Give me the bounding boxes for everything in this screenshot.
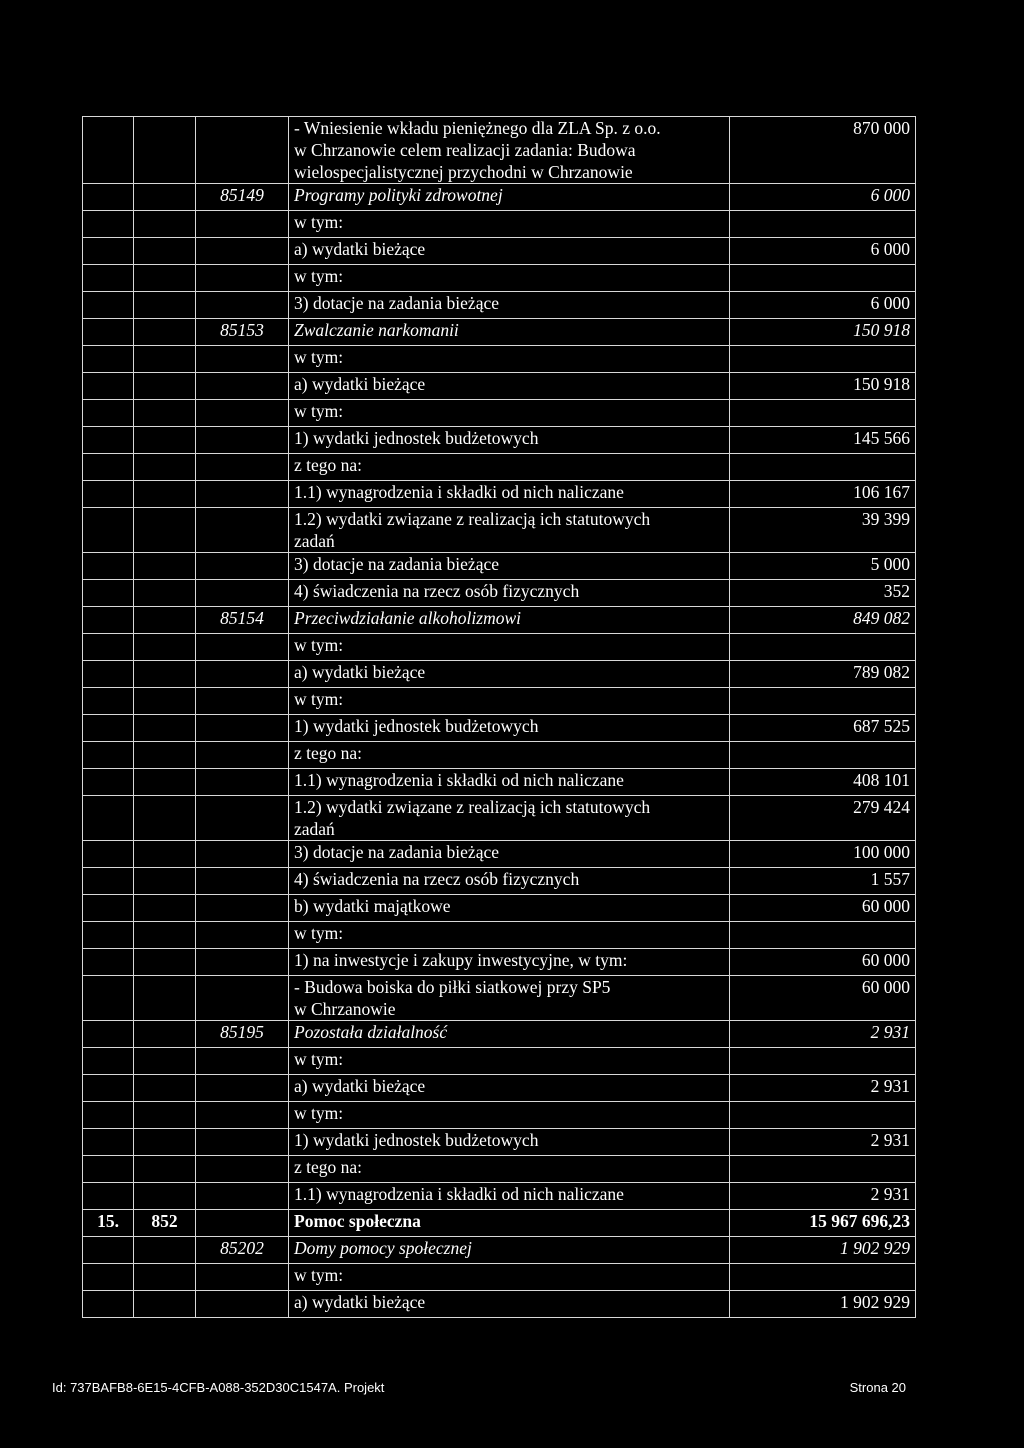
chapter-code-cell: 85202 [196,1237,289,1264]
chapter-code-cell [196,949,289,976]
table-row [83,607,916,634]
amount-cell [730,634,916,661]
table-row [83,895,916,922]
row-number-cell [83,1129,134,1156]
chapter-code-cell: 85154 [196,607,289,634]
row-number-cell [83,553,134,580]
description-cell: z tego na: [289,454,730,481]
chapter-code-cell [196,346,289,373]
description-cell: a) wydatki bieżące [289,238,730,265]
table-row [83,868,916,895]
description-cell: w tym: [289,400,730,427]
section-code-cell [134,976,196,1021]
chapter-code-cell [196,976,289,1021]
chapter-code-cell [196,841,289,868]
amount-cell: 145 566 [730,427,916,454]
description-cell: 4) świadczenia na rzecz osób fizycznych [289,868,730,895]
chapter-code-cell [196,454,289,481]
row-number-cell [83,184,134,211]
chapter-code-cell [196,1129,289,1156]
section-code-cell [134,400,196,427]
section-code-cell [134,319,196,346]
amount-cell: 6 000 [730,184,916,211]
table-row [83,292,916,319]
amount-cell [730,688,916,715]
description-cell: w tym: [289,1264,730,1291]
table-row [83,1048,916,1075]
table-row [83,427,916,454]
description-cell: a) wydatki bieżące [289,1075,730,1102]
chapter-code-cell [196,580,289,607]
chapter-code-cell [196,1075,289,1102]
amount-cell: 279 424 [730,796,916,841]
chapter-code-cell [196,1048,289,1075]
amount-cell: 150 918 [730,373,916,400]
amount-cell: 60 000 [730,949,916,976]
section-code-cell [134,796,196,841]
row-number-cell [83,346,134,373]
description-cell: Pomoc społeczna [289,1210,730,1237]
amount-cell: 60 000 [730,976,916,1021]
table-row [83,580,916,607]
table-row [83,346,916,373]
row-number-cell [83,661,134,688]
table-row [83,319,916,346]
description-cell: - Wniesienie wkładu pieniężnego dla ZLA Sp. z o.o. w Chrzanowie celem realizacji zadania: Budowa wielospecjalistycznej przychodni w Chrzanowie [289,117,730,184]
page-number: Strona 20 [849,1380,906,1395]
description-cell: 4) świadczenia na rzecz osób fizycznych [289,580,730,607]
chapter-code-cell [196,796,289,841]
description-cell: w tym: [289,634,730,661]
chapter-code-cell: 85149 [196,184,289,211]
row-number-cell [83,742,134,769]
row-number-cell [83,319,134,346]
table-row [83,1237,916,1264]
chapter-code-cell [196,715,289,742]
description-cell: 1) na inwestycje i zakupy inwestycyjne, w tym: [289,949,730,976]
amount-cell: 5 000 [730,553,916,580]
chapter-code-cell [196,508,289,553]
table-row [83,1129,916,1156]
section-code-cell [134,1183,196,1210]
amount-cell: 1 902 929 [730,1237,916,1264]
row-number-cell [83,796,134,841]
row-number-cell [83,117,134,184]
table-row [83,1075,916,1102]
amount-cell [730,346,916,373]
section-code-cell [134,508,196,553]
row-number-cell [83,1102,134,1129]
amount-cell: 6 000 [730,292,916,319]
row-number-cell [83,373,134,400]
row-number-cell [83,580,134,607]
chapter-code-cell: 85153 [196,319,289,346]
chapter-code-cell [196,238,289,265]
amount-cell [730,400,916,427]
amount-cell: 2 931 [730,1021,916,1048]
description-cell: b) wydatki majątkowe [289,895,730,922]
row-number-cell [83,1264,134,1291]
description-cell: 1) wydatki jednostek budżetowych [289,715,730,742]
description-cell: 1.1) wynagrodzenia i składki od nich naliczane [289,481,730,508]
budget-table [82,116,916,1318]
section-code-cell [134,922,196,949]
section-code-cell [134,769,196,796]
amount-cell [730,922,916,949]
amount-cell: 1 902 929 [730,1291,916,1318]
amount-cell [730,1048,916,1075]
section-code-cell [134,1264,196,1291]
row-number-cell [83,1156,134,1183]
amount-cell: 2 931 [730,1183,916,1210]
description-cell: 1) wydatki jednostek budżetowych [289,1129,730,1156]
row-number-cell [83,1183,134,1210]
row-number-cell [83,427,134,454]
section-code-cell [134,1291,196,1318]
section-code-cell [134,211,196,238]
chapter-code-cell [196,922,289,949]
table-row [83,688,916,715]
table-row [83,715,916,742]
section-code-cell [134,580,196,607]
amount-cell [730,265,916,292]
amount-cell: 15 967 696,23 [730,1210,916,1237]
row-number-cell [83,481,134,508]
description-cell: Pozostała działalność [289,1021,730,1048]
description-cell: 3) dotacje na zadania bieżące [289,553,730,580]
table-row [83,1156,916,1183]
amount-cell: 849 082 [730,607,916,634]
row-number-cell [83,895,134,922]
row-number-cell [83,265,134,292]
row-number-cell [83,607,134,634]
chapter-code-cell [196,769,289,796]
amount-cell: 789 082 [730,661,916,688]
table-row [83,1183,916,1210]
description-cell: a) wydatki bieżące [289,661,730,688]
row-number-cell [83,1075,134,1102]
description-cell: a) wydatki bieżące [289,1291,730,1318]
section-code-cell [134,1237,196,1264]
description-cell: w tym: [289,1102,730,1129]
section-code-cell: 852 [134,1210,196,1237]
amount-cell [730,1156,916,1183]
chapter-code-cell [196,373,289,400]
description-cell: w tym: [289,688,730,715]
description-cell: z tego na: [289,1156,730,1183]
amount-cell: 2 931 [730,1075,916,1102]
row-number-cell [83,976,134,1021]
section-code-cell [134,841,196,868]
amount-cell: 408 101 [730,769,916,796]
description-cell: w tym: [289,1048,730,1075]
description-cell: Przeciwdziałanie alkoholizmowi [289,607,730,634]
amount-cell: 100 000 [730,841,916,868]
row-number-cell [83,769,134,796]
description-cell: 1.2) wydatki związane z realizacją ich statutowych zadań [289,796,730,841]
row-number-cell [83,1048,134,1075]
section-code-cell [134,868,196,895]
chapter-code-cell [196,1291,289,1318]
section-code-cell [134,634,196,661]
description-cell: w tym: [289,922,730,949]
chapter-code-cell [196,292,289,319]
table-row [83,661,916,688]
row-number-cell [83,688,134,715]
section-code-cell [134,688,196,715]
chapter-code-cell [196,1156,289,1183]
section-code-cell [134,1102,196,1129]
description-cell: 1.1) wynagrodzenia i składki od nich naliczane [289,1183,730,1210]
amount-cell: 870 000 [730,117,916,184]
description-cell: a) wydatki bieżące [289,373,730,400]
section-code-cell [134,292,196,319]
amount-cell: 150 918 [730,319,916,346]
chapter-code-cell [196,481,289,508]
chapter-code-cell [196,211,289,238]
description-cell: Programy polityki zdrowotnej [289,184,730,211]
amount-cell: 1 557 [730,868,916,895]
description-cell: 3) dotacje na zadania bieżące [289,292,730,319]
description-cell: 1) wydatki jednostek budżetowych [289,427,730,454]
description-cell: z tego na: [289,742,730,769]
section-code-cell [134,346,196,373]
table-row [83,553,916,580]
table-row [83,742,916,769]
description-cell: Zwalczanie narkomanii [289,319,730,346]
chapter-code-cell [196,688,289,715]
amount-cell [730,1102,916,1129]
row-number-cell [83,841,134,868]
row-number-cell [83,949,134,976]
chapter-code-cell [196,1264,289,1291]
row-number-cell [83,211,134,238]
table-row [83,265,916,292]
table-row [83,949,916,976]
row-number-cell [83,922,134,949]
section-code-cell [134,1156,196,1183]
document-id: Id: 737BAFB8-6E15-4CFB-A088-352D30C1547A. Projekt [52,1380,385,1395]
table-row [83,769,916,796]
section-code-cell [134,607,196,634]
description-cell: 3) dotacje na zadania bieżące [289,841,730,868]
section-code-cell [134,742,196,769]
table-row [83,481,916,508]
chapter-code-cell [196,117,289,184]
table-row [83,1021,916,1048]
row-number-cell [83,1021,134,1048]
table-row [83,211,916,238]
section-code-cell [134,1021,196,1048]
amount-cell [730,454,916,481]
row-number-cell [83,715,134,742]
row-number-cell [83,508,134,553]
chapter-code-cell [196,427,289,454]
chapter-code-cell [196,1102,289,1129]
amount-cell: 60 000 [730,895,916,922]
chapter-code-cell [196,1210,289,1237]
section-code-cell [134,117,196,184]
section-code-cell [134,895,196,922]
row-number-cell [83,400,134,427]
table-row [83,238,916,265]
row-number-cell [83,454,134,481]
description-cell: w tym: [289,346,730,373]
section-code-cell [134,184,196,211]
section-code-cell [134,454,196,481]
section-code-cell [134,715,196,742]
budget-table-body [83,117,916,1318]
description-cell: 1.2) wydatki związane z realizacją ich statutowych zadań [289,508,730,553]
chapter-code-cell [196,553,289,580]
section-code-cell [134,1048,196,1075]
section-code-cell [134,481,196,508]
section-code-cell [134,238,196,265]
section-code-cell [134,373,196,400]
amount-cell: 6 000 [730,238,916,265]
description-cell: w tym: [289,211,730,238]
chapter-code-cell [196,634,289,661]
description-cell: w tym: [289,265,730,292]
chapter-code-cell [196,1183,289,1210]
section-code-cell [134,1075,196,1102]
row-number-cell [83,1291,134,1318]
table-row [83,373,916,400]
table-row [83,508,916,553]
section-code-cell [134,949,196,976]
table-row [83,184,916,211]
row-number-cell [83,238,134,265]
row-number-cell [83,1237,134,1264]
chapter-code-cell [196,265,289,292]
amount-cell: 352 [730,580,916,607]
amount-cell: 687 525 [730,715,916,742]
table-row [83,1264,916,1291]
table-row [83,1210,916,1237]
table-row [83,400,916,427]
amount-cell [730,742,916,769]
section-code-cell [134,553,196,580]
chapter-code-cell [196,661,289,688]
section-code-cell [134,427,196,454]
table-row [83,796,916,841]
row-number-cell [83,868,134,895]
table-row [83,1102,916,1129]
chapter-code-cell [196,742,289,769]
table-row [83,841,916,868]
table-row [83,454,916,481]
amount-cell: 106 167 [730,481,916,508]
chapter-code-cell [196,400,289,427]
table-row [83,1291,916,1318]
row-number-cell [83,292,134,319]
row-number-cell [83,634,134,661]
row-number-cell: 15. [83,1210,134,1237]
amount-cell: 39 399 [730,508,916,553]
description-cell: - Budowa boiska do piłki siatkowej przy SP5 w Chrzanowie [289,976,730,1021]
chapter-code-cell [196,868,289,895]
amount-cell [730,1264,916,1291]
table-row [83,634,916,661]
description-cell: Domy pomocy społecznej [289,1237,730,1264]
table-row [83,922,916,949]
description-cell: 1.1) wynagrodzenia i składki od nich naliczane [289,769,730,796]
table-row [83,117,916,184]
table-row [83,976,916,1021]
chapter-code-cell: 85195 [196,1021,289,1048]
section-code-cell [134,265,196,292]
section-code-cell [134,1129,196,1156]
amount-cell: 2 931 [730,1129,916,1156]
chapter-code-cell [196,895,289,922]
amount-cell [730,211,916,238]
section-code-cell [134,661,196,688]
